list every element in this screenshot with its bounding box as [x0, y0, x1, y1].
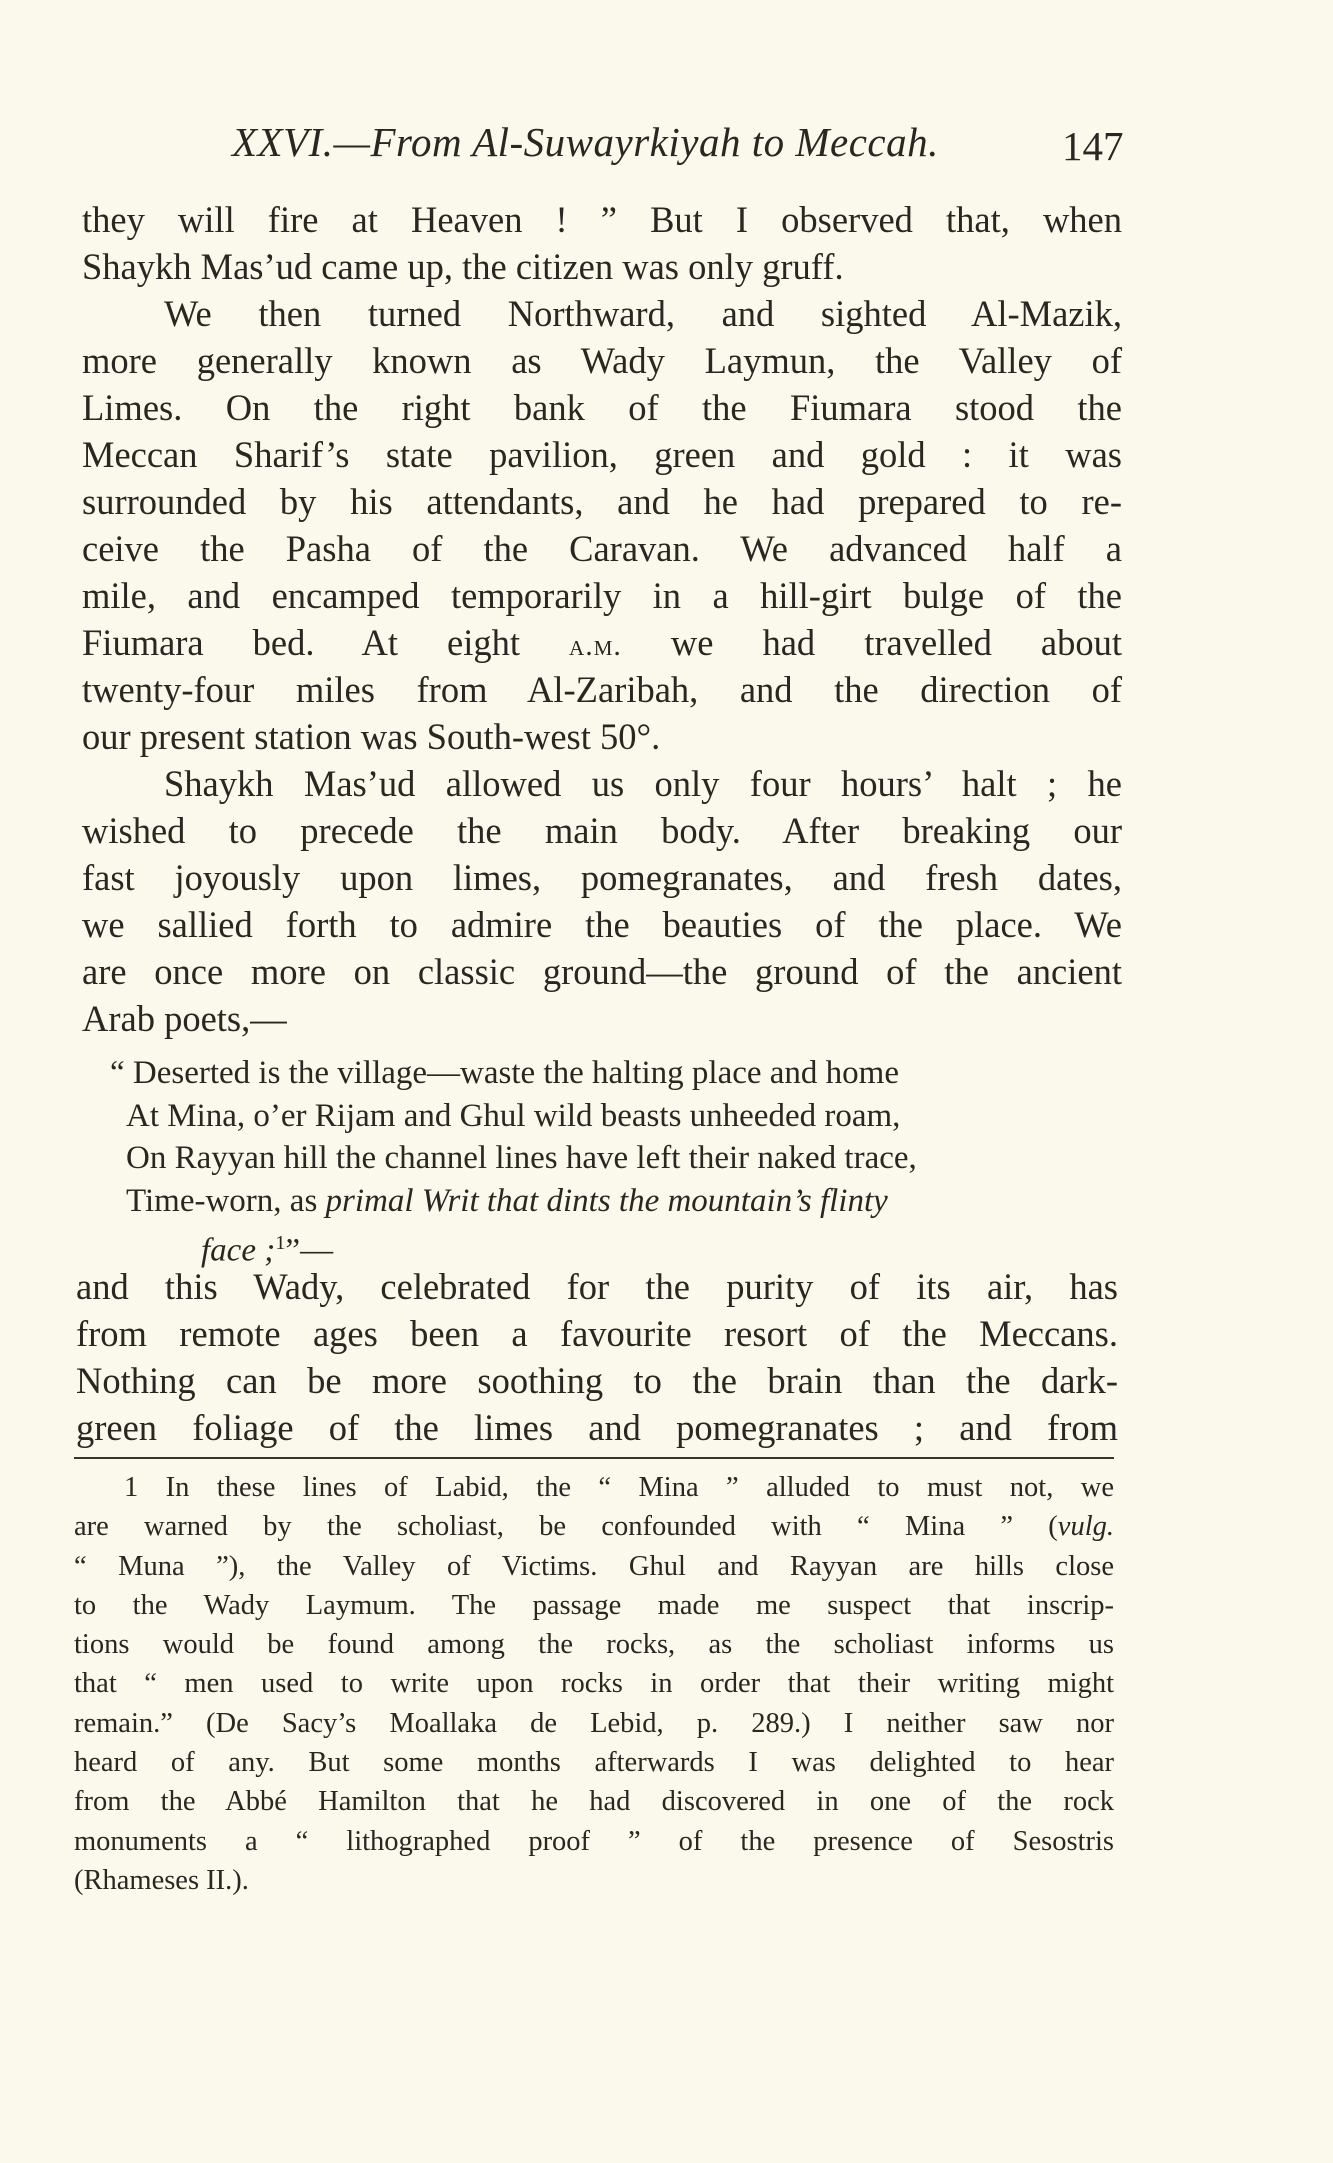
footnote-line [74, 1507, 1114, 1546]
footnote-segment: are warned by the scholiast, be confounded with “ Mina ” ( [74, 1511, 1058, 1543]
footnote-line: (Rhameses II.). [74, 1864, 249, 1896]
text-segment: Fiumara bed. At eight [82, 622, 521, 663]
text-line: Arab poets,— [82, 998, 287, 1039]
footnote-italic-segment: vulg. [1057, 1511, 1114, 1543]
text-line: mile, and encamped temporarily in a hill-girt bulge of the [82, 575, 1122, 616]
verse-segment: Time-worn, as [126, 1182, 318, 1219]
text-line: from remote ages been a favourite resort of the Meccans. [76, 1313, 1118, 1354]
text-line: Shaykh Mas’ud came up, the citizen was only gruff. [82, 246, 844, 287]
text-line: Limes. On the right bank of the Fiumara stood the [82, 387, 1122, 428]
text-line: they will fire at Heaven ! ” But I observed that, when [82, 199, 1122, 240]
page-header [0, 118, 1333, 178]
footnote [74, 1468, 1114, 1900]
text-line: we sallied forth to admire the beauties of the place. We [82, 904, 1122, 945]
verse-italic-segment: primal Writ that dints the mountain’s flinty [325, 1182, 888, 1219]
footnote-line: heard of any. But some months afterwards I was delighted to hear [74, 1747, 1114, 1779]
footnote-line: “ Muna ”), the Valley of Victims. Ghul and Rayyan are hills close [74, 1550, 1114, 1582]
text-line: Nothing can be more soothing to the brain than the dark- [76, 1360, 1118, 1401]
verse-line [126, 1180, 1096, 1223]
verse-line: On Rayyan hill the channel lines have left their naked trace, [126, 1140, 917, 1176]
continuation-text [76, 1263, 1118, 1451]
text-line [82, 619, 1122, 666]
verse-segment: ”— [285, 1232, 334, 1269]
text-line: We then turned Northward, and sighted Al-Mazik, [164, 293, 1122, 334]
verse-line: At Mina, o’er Rijam and Ghul wild beasts unheeded roam, [126, 1097, 901, 1134]
text-line: Shaykh Mas’ud allowed us only four hours’ halt ; he [164, 763, 1122, 804]
footnote-rule [74, 1457, 1114, 1459]
text-line: wished to precede the main body. After breaking our [82, 810, 1122, 851]
footnote-line: 1 In these lines of Labid, the “ Mina ” alluded to must not, we [124, 1472, 1114, 1503]
verse-italic-segment: face ; [201, 1232, 276, 1269]
footnote-marker: 1 [275, 1232, 286, 1254]
verse-quotation [110, 1052, 1096, 1269]
page-number: 147 [1062, 123, 1124, 169]
text-line: ceive the Pasha of the Caravan. We advanced half a [82, 528, 1122, 569]
verse-line [126, 1222, 1096, 1269]
running-title: XXVI.—From Al-Suwayrkiyah to Meccah. [232, 119, 939, 165]
text-line: Meccan Sharif’s state pavilion, green and gold : it was [82, 434, 1122, 475]
text-line: fast joyously upon limes, pomegranates, and fresh dates, [82, 857, 1122, 898]
footnote-line: that “ men used to write upon rocks in order that their writing might [74, 1668, 1114, 1700]
verse-line: “ Deserted is the village—waste the halting place and home [110, 1055, 899, 1091]
footnote-line: from the Abbé Hamilton that he had discovered in one of the rock [74, 1786, 1114, 1818]
footnote-line: monuments a “ lithographed proof ” of the presence of Sesostris [74, 1825, 1114, 1857]
footnote-line: tions would be found among the rocks, as the scholiast informs us [74, 1629, 1114, 1661]
text-line: green foliage of the limes and pomegranates ; and from [76, 1407, 1118, 1448]
footnote-line: remain.” (De Sacy’s Moallaka de Lebid, p. 289.) I neither saw nor [74, 1707, 1114, 1739]
main-text [82, 196, 1122, 1042]
text-line: surrounded by his attendants, and he had prepared to re- [82, 481, 1122, 522]
footnote-line: to the Wady Laymum. The passage made me suspect that inscrip- [74, 1589, 1114, 1621]
text-segment: we had travelled about [670, 622, 1123, 663]
text-line: our present station was South-west 50°. [82, 716, 661, 757]
text-line: twenty-four miles from Al-Zaribah, and the direction of [82, 669, 1122, 710]
time-abbreviation: a.m. [569, 629, 622, 662]
text-line: are once more on classic ground—the ground of the ancient [82, 951, 1122, 992]
text-line: more generally known as Wady Laymun, the Valley of [82, 340, 1122, 381]
text-line: and this Wady, celebrated for the purity of its air, has [76, 1266, 1118, 1307]
